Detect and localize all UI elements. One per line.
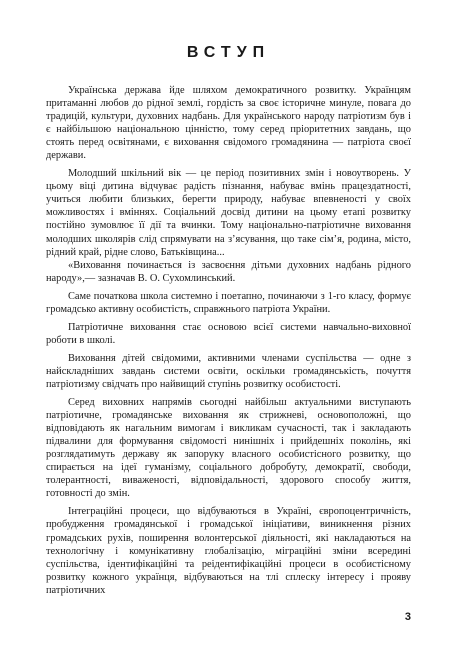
paragraph-quote: «Виховання починається із засвоєння дітьми духовних надбань рідного народу»,— зазначав В. О. Сухомлинський.	[46, 259, 411, 284]
paragraph-patriotic-education: Патріотичне виховання стає основою всієї системи навчально-виховної роботи в школі.	[46, 321, 411, 346]
body-text	[46, 84, 411, 597]
paragraph-primary-school-age: Молодший шкільний вік — це період позитивних змін і новоутворень. У цьому віці дитина відчуває радість пізнання, набуває вмінь працездатності, учиться любити близьких, берегти природу, набуває впевненості у своїх можливостях і вміннях. Соціальний досвід дитини на цьому етапі розвитку постійно зумовлює її дії та вчинки. Тому національно-патріотичне виховання молодших школярів слід спрямувати на з’ясування, що таке сім’я, родина, місто, рідний край, рідне слово, Батьківщина...	[46, 168, 411, 258]
paragraph-primary-school: Саме початкова школа системно і поетапно, починаючи з 1-го класу, формує громадсько активну особистість, справжнього патріота України.	[46, 290, 411, 315]
paragraph-educational-directions: Серед виховних напрямів сьогодні найбільш актуальними виступають патріотичне, громадянське виховання як стрижневі, основоположні, що відповідають як нагальним вимогам і викликам сучасності, так і закладають підвалини для формування свідомості нинішніх і прийдешніх поколінь, які розглядатимуть державу як запоруку власного особистісного розвитку, що спирається на ідеї гуманізму, соціального добробуту, демократії, свободи, толерантності, виваженості, відповідальності, здорового способу життя, готовності до змін.	[46, 397, 411, 500]
paragraph-integration-processes: Інтеграційні процеси, що відбуваються в Україні, європоцентричність, пробудження громадянської і громадської ініціативи, виникнення різних громадських рухів, поширення волонтерської діяльності, які накладаються на технологічну і комунікативну глобалізацію, міграційні зміни всередині суспільства, ідентифікаційні та реідентифікаційні процеси в особистісному розвитку кожного українця, відбуваються на тлі сплеску інтересу і прояву патріотичних	[46, 506, 411, 596]
paragraph-active-members: Виховання дітей свідомими, активними членами суспільства — одне з найскладніших завдань системи освіти, оскільки громадянськість, почуття патріотизму свідчать про найвищий ступінь розвитку особистості.	[46, 352, 411, 390]
page-title: ВСТУП	[186, 44, 271, 61]
page-number: 3	[404, 611, 411, 623]
paragraph-intro: Українська держава йде шляхом демократичного розвитку. Українцям притаманні любов до рідної землі, гордість за своє історичне минуле, повага до традицій, культури, духовних надбань. Для українського народу патріотизм був і є найбільшою національною цінністю, тому серед пріоритетних завдань, що стоять перед освітянами, є виховання свідомого громадянина — патріота своєї держави.	[46, 85, 411, 162]
